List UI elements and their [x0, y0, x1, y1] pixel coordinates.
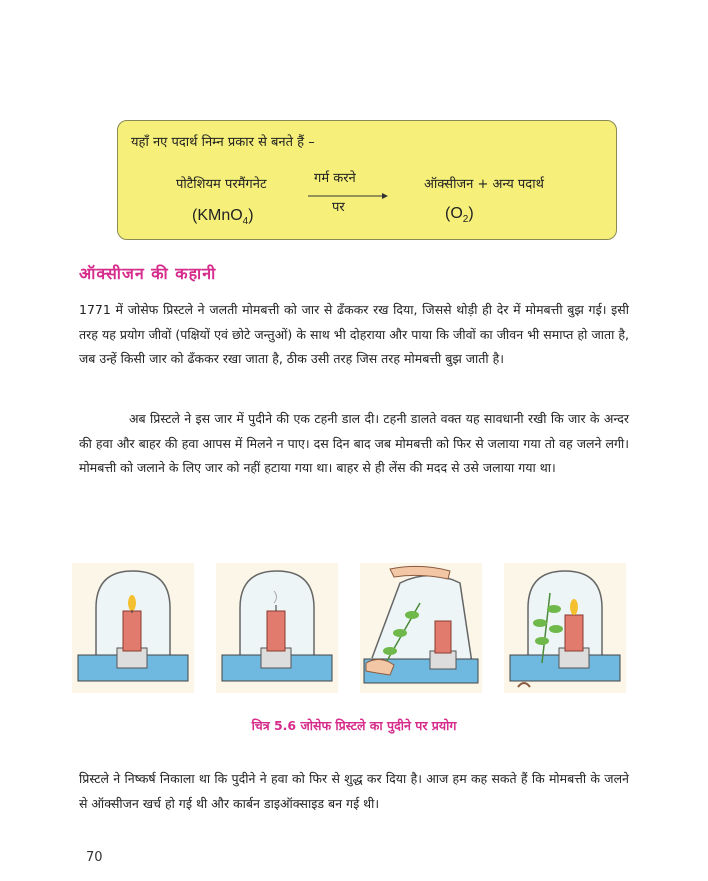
reactant-name: पोटैशियम परमैंगनेट: [176, 177, 267, 192]
reaction-condition-bottom: पर: [332, 200, 345, 215]
bell-jar-mint-relit-candle-image: [504, 563, 626, 693]
page-number: 70: [86, 850, 103, 865]
reaction-box: [117, 120, 617, 240]
reaction-condition-top: गर्म करने: [314, 171, 356, 186]
product-name: ऑक्सीजन + अन्य पदार्थ: [424, 177, 544, 192]
reaction-intro: यहाँ नए पदार्थ निम्न प्रकार से बनते हैं –: [131, 135, 315, 150]
paragraph-2: अब प्रिस्टले ने इस जार में पुदीने की एक टहनी डाल दी। टहनी डालते वक्त यह सावधानी रखी कि जार के अन्दर की हवा और बाहर की हवा आपस में मिलने न पाए। दस दिन बाद जब मोमबत्ती को फिर से जलाया गया तो वह जलने लगी। मोमबत्ती को जलाने के लिए जार को नहीं हटाया गया था। बाहर से ही लेंस की मदद से उसे जलाया गया था।: [79, 411, 629, 475]
paragraph-3: प्रिस्टले ने निष्कर्ष निकाला था कि पुदीने ने हवा को फिर से शुद्ध कर दिया है। आज हम कह सकते हैं कि मोमबत्ती के जलने से ऑक्सीजन खर्च हो गई थी और कार्बन डाइऑक्साइड बन गई थी।: [79, 771, 629, 811]
section-heading: ऑक्सीजन की कहानी: [79, 264, 217, 283]
product-formula: $(O_2)$: [445, 205, 474, 225]
figure-caption: चित्र 5.6 जोसेफ प्रिस्टले का पुदीने पर प्रयोग: [251, 718, 457, 733]
experiment-illustrations: [72, 563, 632, 695]
reactant-formula: (KMnO$_4$): [192, 207, 254, 227]
bell-jar-burning-candle-image: [72, 563, 194, 693]
paragraph-1: 1771 में जोसेफ प्रिस्टले ने जलती मोमबत्ती को जार से ढँककर रख दिया, जिससे थोड़ी ही देर में मोमबत्ती बुझ गई। इसी तरह यह प्रयोग जीवों (पक्षियों एवं छोटे जन्तुओं) के साथ भी दोहराया और पाया कि जीवों का जीवन भी समाप्त हो जाता है, जब उन्हें किसी जार को ढँककर रखा जाता है, ठीक उसी तरह जिस तरह मोमबत्ती बुझ जाती है।: [79, 302, 629, 366]
bell-jar-extinguished-candle-image: [216, 563, 338, 693]
inserting-mint-sprig-image: [360, 563, 482, 693]
reaction-arrow-icon: [308, 192, 388, 200]
